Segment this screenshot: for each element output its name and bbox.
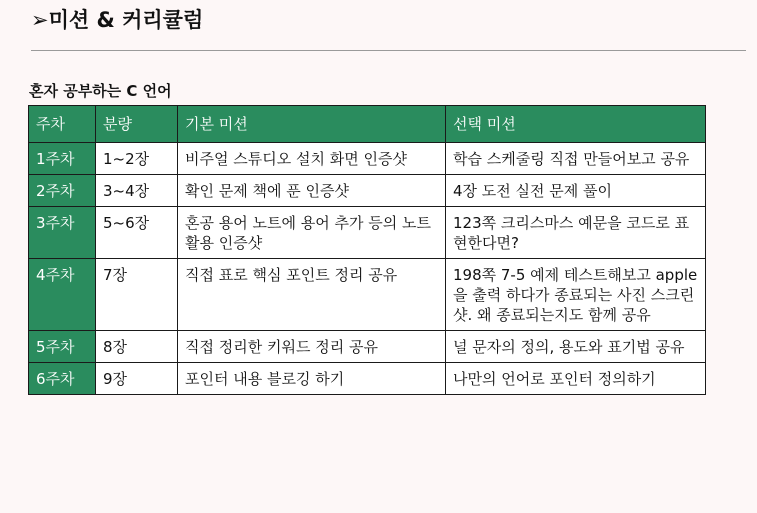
table-row [29,175,706,207]
amount-cell: 8장 [96,331,178,363]
week-cell: 2주차 [29,175,96,207]
choice-mission-cell: 198쪽 7-5 예제 테스트해보고 apple을 출력 하다가 종료되는 사진 스크린샷. 왜 종료되는지도 함께 공유 [446,259,706,331]
table-row [29,259,706,331]
header-week: 주차 [29,106,96,143]
choice-mission-cell: 123쪽 크리스마스 예문을 코드로 표현한다면? [446,207,706,259]
amount-cell: 5~6장 [96,207,178,259]
header-amount: 분량 [96,106,178,143]
table-row [29,207,706,259]
table-row [29,331,706,363]
week-cell: 1주차 [29,143,96,175]
title-divider [31,50,746,51]
page-title: ➢미션 & 커리큘럼 [31,8,204,32]
choice-mission-cell: 학습 스케줄링 직접 만들어보고 공유 [446,143,706,175]
curriculum-table [28,105,706,395]
amount-cell: 1~2장 [96,143,178,175]
header-basic-mission: 기본 미션 [178,106,446,143]
choice-mission-cell: 널 문자의 정의, 용도와 표기법 공유 [446,331,706,363]
week-cell: 6주차 [29,363,96,395]
amount-cell: 7장 [96,259,178,331]
basic-mission-cell: 비주얼 스튜디오 설치 화면 인증샷 [178,143,446,175]
table-row [29,363,706,395]
basic-mission-cell: 확인 문제 책에 푼 인증샷 [178,175,446,207]
amount-cell: 3~4장 [96,175,178,207]
table-row [29,143,706,175]
table-header-row [29,106,706,143]
week-cell: 5주차 [29,331,96,363]
basic-mission-cell: 직접 표로 핵심 포인트 정리 공유 [178,259,446,331]
header-choice-mission: 선택 미션 [446,106,706,143]
week-cell: 4주차 [29,259,96,331]
section-title: 혼자 공부하는 C 언어 [29,82,172,100]
basic-mission-cell: 직접 정리한 키워드 정리 공유 [178,331,446,363]
choice-mission-cell: 4장 도전 실전 문제 풀이 [446,175,706,207]
amount-cell: 9장 [96,363,178,395]
week-cell: 3주차 [29,207,96,259]
choice-mission-cell: 나만의 언어로 포인터 정의하기 [446,363,706,395]
basic-mission-cell: 혼공 용어 노트에 용어 추가 등의 노트 활용 인증샷 [178,207,446,259]
basic-mission-cell: 포인터 내용 블로깅 하기 [178,363,446,395]
